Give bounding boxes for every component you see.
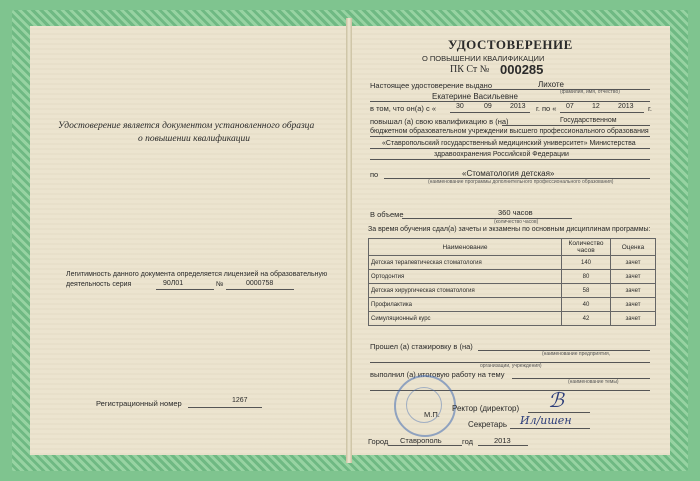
legitimacy-text-2: деятельность серия — [66, 281, 132, 288]
thesis-hint: (наименование темы) — [568, 379, 619, 385]
round-seal-stamp — [394, 375, 456, 437]
month-from: 09 — [484, 103, 492, 110]
subject-hours: 40 — [562, 298, 611, 312]
subject-grade: зачет — [611, 298, 656, 312]
reg-number: 1267 — [232, 397, 248, 404]
table-row — [369, 270, 656, 284]
improved-label: повышал (а) свою квалификацию в (на) — [370, 117, 509, 126]
name: Екатерине Васильевне — [432, 92, 518, 101]
org-line-2: бюджетном образовательном учреждении высшего профессионального образования — [370, 128, 649, 135]
subject-grade: зачет — [611, 256, 656, 270]
month-to: 12 — [592, 103, 600, 110]
rector-signature: ℬ — [548, 388, 564, 412]
period-label: в том, что он(а) с « — [370, 104, 436, 113]
period-to: г. по « — [536, 104, 557, 113]
number-sign: № — [216, 281, 224, 288]
subjects-table — [368, 238, 656, 326]
table-header-row — [369, 239, 656, 256]
secretary-signature: Ил/ишен — [520, 414, 572, 427]
subject-name: Детская хирургическая стоматология — [369, 284, 562, 298]
year-to: 2013 — [618, 103, 634, 110]
org-line-1: Государственном — [560, 117, 617, 124]
city-value: Ставрополь — [400, 436, 442, 445]
reg-label: Регистрационный номер — [96, 399, 182, 408]
program-label: по — [370, 170, 379, 179]
surname: Лихоте — [538, 80, 564, 89]
header-name: Наименование — [369, 239, 562, 256]
certificate-subtitle: О ПОВЫШЕНИИ КВАЛИФИКАЦИИ — [422, 54, 545, 63]
header-grade: Оценка — [611, 239, 656, 256]
day-to: 07 — [566, 103, 574, 110]
page-fold — [346, 18, 352, 463]
thesis-label: выполнил (а) итоговую работу на тему — [370, 370, 505, 379]
city-label: Город — [368, 437, 389, 446]
program-name: «Стоматология детская» — [462, 169, 555, 178]
subject-hours: 58 — [562, 284, 611, 298]
year-value: 2013 — [494, 436, 511, 445]
validity-text-2: о повышении квалификации — [138, 134, 251, 144]
subject-name: Ортодонтия — [369, 270, 562, 284]
year-label: год — [462, 437, 473, 446]
org-line-4: здравоохранения Российской Федерации — [434, 151, 569, 158]
secretary-label: Секретарь — [468, 420, 507, 429]
number-label: ПК Ст № — [450, 64, 490, 75]
internship-label: Прошел (а) стажировку в (на) — [370, 342, 473, 351]
subject-name: Симуляционный курс — [369, 312, 562, 326]
license-series: 90Л01 — [163, 280, 184, 287]
volume-hint: (количество часов) — [494, 219, 539, 225]
table-row — [369, 298, 656, 312]
subject-hours: 42 — [562, 312, 611, 326]
table-row — [369, 284, 656, 298]
org-line-3: «Ставропольский государственный медицинский университет» Министерства — [382, 140, 636, 147]
table-row — [369, 256, 656, 270]
issued-label: Настоящее удостоверение выдано — [370, 81, 492, 90]
license-number: 0000758 — [246, 280, 274, 287]
mp-label: М.П. — [424, 410, 440, 419]
exams-label: За время обучения сдал(а) зачеты и экзамены по основным дисциплинам программы: — [368, 226, 651, 233]
certificate-number: 000285 — [500, 62, 544, 77]
certificate-title: УДОСТОВЕРЕНИЕ — [448, 37, 573, 52]
fio-hint: (фамилия, имя, отчество) — [560, 89, 620, 95]
header-hours: Количество часов — [562, 239, 611, 256]
internship-hint-2: организации, учреждения) — [480, 363, 542, 369]
g-label: г. — [648, 104, 652, 113]
volume-value: 360 часов — [498, 208, 533, 217]
subject-name: Детская терапевтическая стоматология — [369, 256, 562, 270]
subject-grade: зачет — [611, 312, 656, 326]
program-hint: (наименование программы дополнительного профессионального образования) — [428, 179, 614, 185]
internship-hint: (наименование предприятия, — [542, 351, 611, 357]
subject-name: Профилактика — [369, 298, 562, 312]
year-from: 2013 — [510, 103, 526, 110]
subject-hours: 140 — [562, 256, 611, 270]
volume-label: В объеме — [370, 210, 404, 219]
validity-text-1: Удостоверение является документом установленного образца — [58, 121, 315, 131]
table-row — [369, 312, 656, 326]
subject-grade: зачет — [611, 270, 656, 284]
subject-grade: зачет — [611, 284, 656, 298]
legitimacy-text-1: Легитимность данного документа определяется лицензией на образовательную — [66, 271, 328, 278]
left-page — [30, 26, 346, 455]
day-from: 30 — [456, 103, 464, 110]
subject-hours: 80 — [562, 270, 611, 284]
rector-label: Ректор (директор) — [452, 404, 520, 413]
